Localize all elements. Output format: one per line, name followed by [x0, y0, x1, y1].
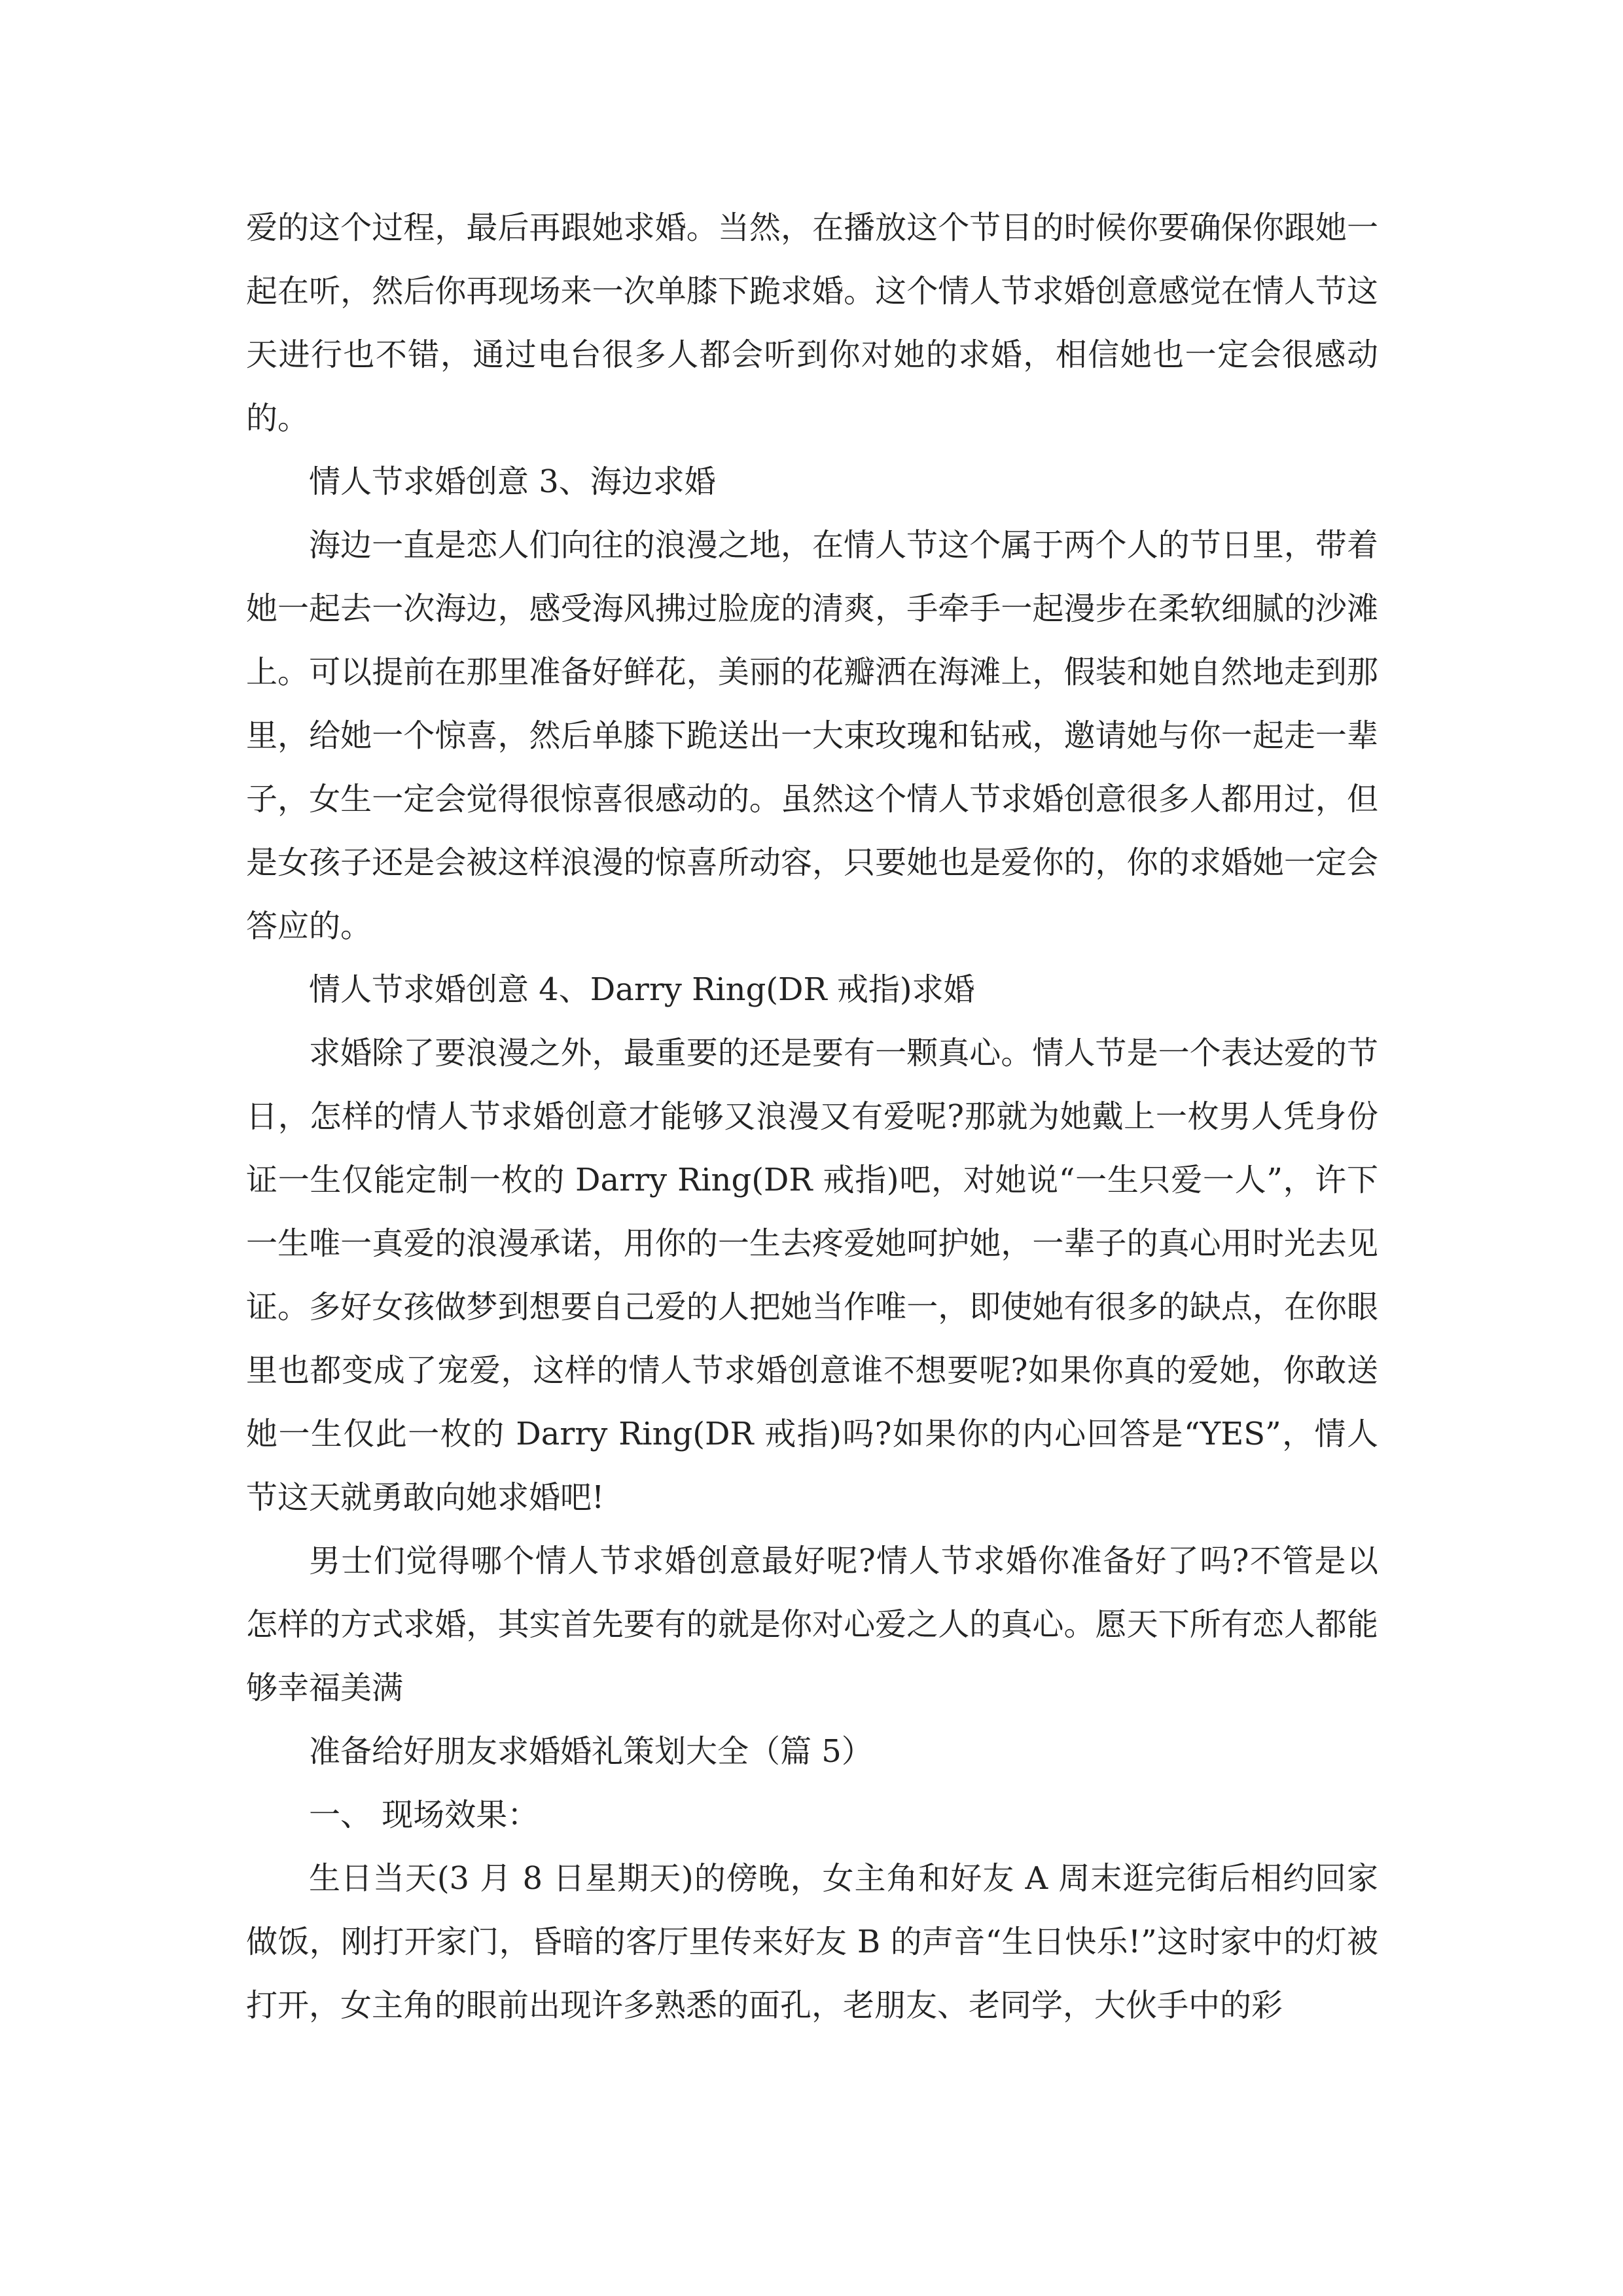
paragraph-birthday: 生日当天(3 月 8 日星期天)的傍晚，女主角和好友 A 周末逛完街后相约回家做饭，刚打开家门，昏暗的客厅里传来好友 B 的声音“生日快乐!”这时家中的灯被打开，女主角的眼前出现许多熟悉的面孔，老朋友、老同学，大伙手中的彩	[246, 1860, 1378, 2024]
section-heading-darry-ring: 情人节求婚创意 4、Darry Ring(DR 戒指)求婚	[309, 971, 975, 1008]
paragraph-continued: 爱的这个过程，最后再跟她求婚。当然，在播放这个节目的时候你要确保你跟她一起在听，然后你再现场来一次单膝下跪求婚。这个情人节求婚创意感觉在情人节这天进行也不错，通过电台很多人都会听到你对她的求婚，相信她也一定会很感动的。	[246, 209, 1378, 437]
document-body	[246, 196, 1378, 2037]
section-heading-seaside: 情人节求婚创意 3、海边求婚	[309, 463, 716, 500]
paragraph-seaside: 海边一直是恋人们向往的浪漫之地，在情人节这个属于两个人的节日里，带着她一起去一次海边，感受海风拂过脸庞的清爽，手牵手一起漫步在柔软细腻的沙滩上。可以提前在那里准备好鲜花，美丽的花瓣洒在海滩上，假装和她自然地走到那里，给她一个惊喜，然后单膝下跪送出一大束玫瑰和钻戒，邀请她与你一起走一辈子，女生一定会觉得很惊喜很感动的。虽然这个情人节求婚创意很多人都用过，但是女孩子还是会被这样浪漫的惊喜所动容，只要她也是爱你的，你的求婚她一定会答应的。	[246, 527, 1378, 944]
article-title-part-5: 准备给好朋友求婚婚礼策划大全（篇 5）	[309, 1733, 873, 1770]
section-heading-scene-effect: 一、 现场效果：	[309, 1797, 539, 1833]
paragraph-darry-ring: 求婚除了要浪漫之外，最重要的还是要有一颗真心。情人节是一个表达爱的节日，怎样的情人节求婚创意才能够又浪漫又有爱呢?那就为她戴上一枚男人凭身份证一生仅能定制一枚的 Darry Ring(DR 戒指)吧，对她说“一生只爱一人”，许下一生唯一真爱的浪漫承诺，用你的一生去疼爱她呵护她，一辈子的真心用时光去见证。多好女孩做梦到想要自己爱的人把她当作唯一，即使她有很多的缺点，在你眼里也都变成了宠爱，这样的情人节求婚创意谁不想要呢?如果你真的爱她，你敢送她一生仅此一枚的 Darry Ring(DR 戒指)吗?如果你的内心回答是“YES”，情人节这天就勇敢向她求婚吧!	[246, 1035, 1378, 1516]
paragraph-conclusion: 男士们觉得哪个情人节求婚创意最好呢?情人节求婚你准备好了吗?不管是以怎样的方式求婚，其实首先要有的就是你对心爱之人的真心。愿天下所有恋人都能够幸福美满	[246, 1543, 1378, 1706]
